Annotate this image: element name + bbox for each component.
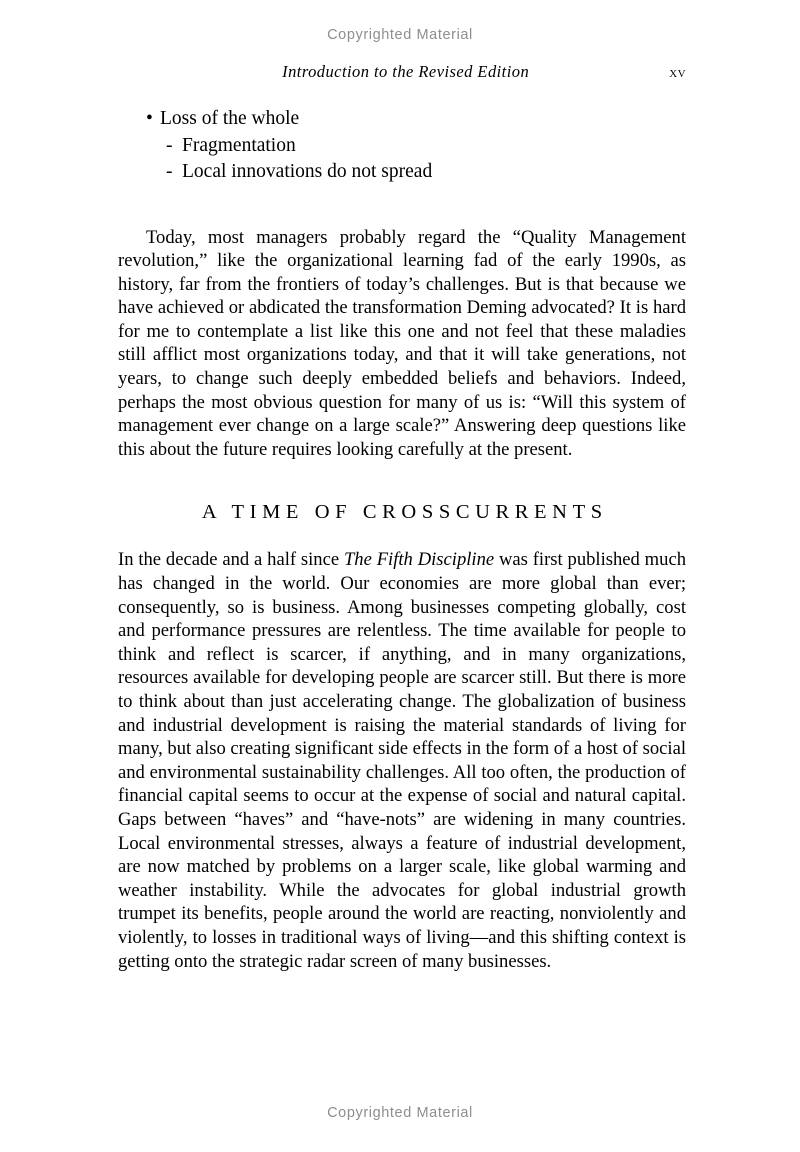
- page-number: xv: [669, 65, 686, 81]
- paragraph-text-before-title: In the decade and a half since: [118, 549, 344, 571]
- copyright-watermark-bottom: Copyrighted Material: [327, 1105, 473, 1121]
- bullet-sub-list: [160, 133, 686, 186]
- sub-item-label: Fragmentation: [182, 134, 296, 156]
- spacer: [118, 461, 686, 501]
- bullet-list: [118, 106, 686, 186]
- bullet-item-label: Loss of the whole: [160, 108, 300, 129]
- body-paragraph: [118, 548, 686, 973]
- paragraph-text-after-title: was first published much has changed in the world. Our economies are more global than ever; consequently, so is business. Among businesses competing globally, cost and performance pressures are relentless. The time available for people to think and reflect is scarcer, if anything, and in many organizations, resources available for developing people are scarcer still. But there is more to think about than just accelerating change. The globalization of business and industrial development is raising the material standards of living for many, but also creating significant side effects in the form of a host of social and environmental sustainability challenges. All too often, the production of financial capital seems to occur at the expense of social and natural capital. Gaps between “haves” and “have-nots” are widening in many countries. Local environmental stresses, always a feature of industrial development, are now matched by problems on a larger scale, like global warming and weather instability. While the advocates for global industrial growth trumpet its benefits, people around the world are reacting, nonviolently and violently, to losses in traditional ways of living—and this shifting context is getting onto the strategic radar screen of many businesses.: [118, 549, 686, 972]
- section-heading: A TIME OF CROSSCURRENTS: [201, 501, 608, 524]
- spacer: [118, 524, 686, 548]
- spacer: [118, 186, 686, 226]
- list-item: [160, 159, 686, 186]
- copyright-watermark-top: Copyrighted Material: [327, 27, 473, 43]
- list-item: [160, 133, 686, 160]
- running-head-title: Introduction to the Revised Edition: [282, 62, 530, 81]
- list-item: [118, 106, 686, 186]
- body-paragraph: Today, most managers probably regard the “Quality Management revolution,” like the organizational learning fad of the early 1990s, as history, far from the frontiers of today’s challenges. But is that because we have achieved or abdicated the transformation Deming advocated? It is hard for me to contemplate a list like this one and not feel that these maladies still afflict most organizations today, and that it will take generations, not years, to change such deeply embedded beliefs and behaviors. Indeed, perhaps the most obvious question for many of us is: “Will this system of management ever change on a large scale?” Answering deep questions like this about the future requires looking carefully at the present.: [118, 226, 686, 460]
- sub-item-label: Local innovations do not spread: [182, 161, 433, 182]
- running-head: [118, 62, 686, 82]
- page-content: [118, 106, 686, 973]
- book-title: The Fifth Discipline: [343, 549, 495, 571]
